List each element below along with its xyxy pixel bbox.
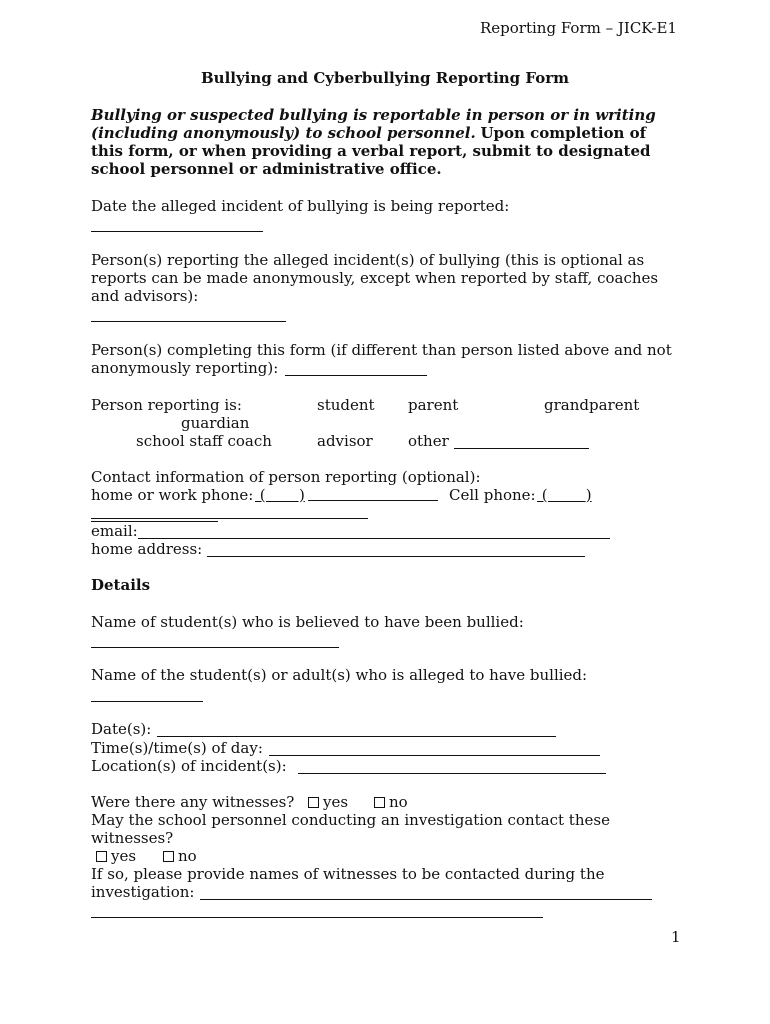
witness-names-prompt-2: investigation: — [91, 883, 195, 901]
contact-no-option[interactable] — [163, 847, 197, 865]
date-reported-label: Date the alleged incident of bullying is being reported: — [91, 197, 510, 215]
contact-witnesses-question: May the school personnel conducting an investigation contact these witnesses? — [91, 811, 610, 847]
phone-continuation-line[interactable] — [91, 518, 368, 519]
alleged-field[interactable] — [91, 701, 203, 702]
witnesses-yes-checkbox[interactable] — [308, 797, 319, 808]
option-grandparent[interactable]: grandparent — [544, 396, 640, 414]
home-address-field[interactable] — [207, 556, 585, 557]
cell-phone-label: Cell phone: — [449, 486, 536, 504]
page-header: Reporting Form – JICK-E1 — [480, 19, 677, 37]
contact-no-label: no — [178, 847, 197, 865]
witnesses-no-label: no — [389, 793, 408, 811]
alleged-label: Name of the student(s) or adult(s) who is alleged to have bullied: — [91, 666, 588, 684]
persons-completing-field[interactable] — [285, 375, 427, 376]
intro-italic: Bullying or suspected bullying is reportable in person or in writing (including anonymously) to school personnel. — [91, 106, 656, 142]
intro-bold: Upon completion of this form, or when providing a verbal report, submit to designated school personnel or administrative office. — [91, 124, 651, 178]
date-reported-field[interactable] — [91, 231, 263, 232]
home-phone-value: ( ) — [255, 486, 305, 504]
witness-names-field-2[interactable] — [91, 917, 543, 918]
dates-field[interactable] — [157, 736, 556, 737]
option-guardian[interactable]: guardian — [181, 414, 250, 432]
email-field[interactable] — [138, 538, 610, 539]
witnesses-yes-option[interactable] — [308, 793, 348, 811]
times-field[interactable] — [269, 755, 600, 756]
option-other[interactable]: other — [408, 432, 449, 450]
option-student[interactable]: student — [317, 396, 375, 414]
contact-yes-checkbox[interactable] — [96, 851, 107, 862]
form-title: Bullying and Cyberbullying Reporting Form — [200, 69, 569, 87]
page-number: 1 — [671, 928, 681, 946]
victims-label: Name of student(s) who is believed to have been bullied: — [91, 613, 524, 631]
locations-label: Location(s) of incident(s): — [91, 757, 287, 775]
witnesses-yes-label: yes — [323, 793, 349, 811]
witnesses-question: Were there any witnesses? — [91, 793, 295, 811]
contact-yes-option[interactable] — [96, 847, 136, 865]
other-field[interactable] — [454, 448, 589, 449]
victims-field[interactable] — [91, 647, 339, 648]
option-school-staff-coach[interactable]: school staff coach — [136, 432, 272, 450]
persons-reporting-field[interactable] — [91, 321, 286, 322]
email-label: email: — [91, 522, 138, 540]
home-phone-label: home or work phone: — [91, 486, 254, 504]
reporter-type-label: Person reporting is: — [91, 396, 242, 414]
contact-yes-label: yes — [111, 847, 137, 865]
home-phone-field[interactable] — [308, 500, 438, 501]
witnesses-no-checkbox[interactable] — [374, 797, 385, 808]
witnesses-no-option[interactable] — [374, 793, 408, 811]
contact-no-checkbox[interactable] — [163, 851, 174, 862]
persons-completing-text: Person(s) completing this form (if different than person listed above and not anonymously reporting): — [91, 341, 672, 377]
cell-phone-value: ( ) — [537, 486, 592, 504]
persons-reporting-text: Person(s) reporting the alleged incident(s) of bullying (this is optional as reports can be made anonymously, except when reported by staff, coaches and advisors): — [91, 251, 659, 305]
option-advisor[interactable]: advisor — [317, 432, 373, 450]
witness-names-prompt-1: If so, please provide names of witnesses to be contacted during the — [91, 865, 605, 883]
times-label: Time(s)/time(s) of day: — [91, 739, 263, 757]
dates-label: Date(s): — [91, 720, 152, 738]
details-heading: Details — [91, 576, 151, 594]
witness-names-field[interactable] — [200, 899, 652, 900]
option-parent[interactable]: parent — [408, 396, 459, 414]
locations-field[interactable] — [298, 773, 606, 774]
contact-intro: Contact information of person reporting (optional): — [91, 468, 481, 486]
intro-paragraph — [91, 106, 671, 178]
home-address-label: home address: — [91, 540, 203, 558]
